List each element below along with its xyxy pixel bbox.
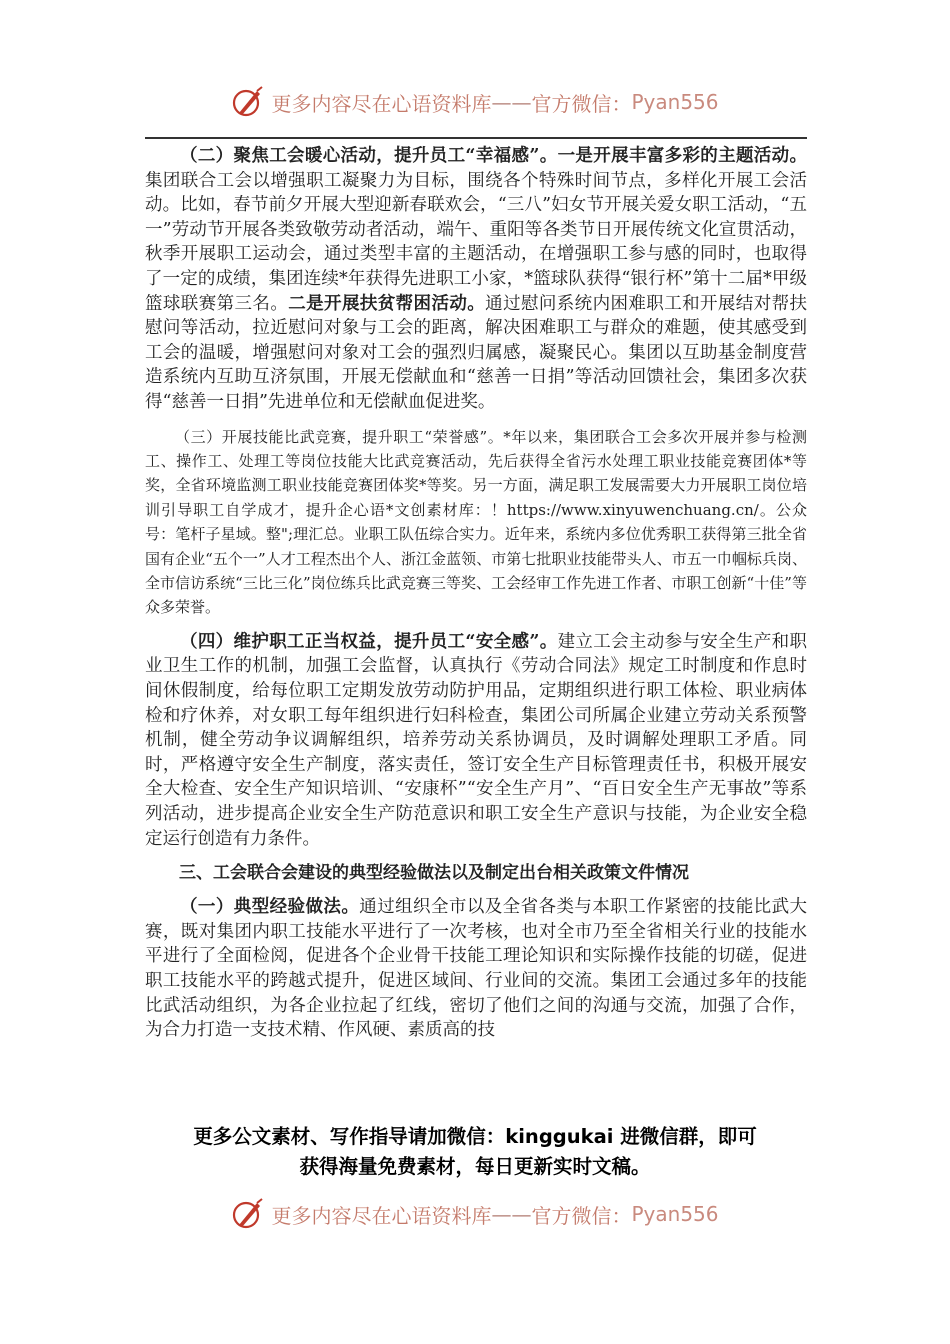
- quill-logo-icon: [231, 85, 265, 119]
- banner-wechat-label: 官方微信：: [531, 1203, 632, 1228]
- promo-line-1: 更多公文素材、写作指导请加微信：kinggukai 进微信群，即可: [193, 1125, 757, 1148]
- paragraph-skills-competition: （三）开展技能比武竞赛，提升职工“荣誉感”。*年以来，集团联合工会多次开展并参与检测工、操作工、处理工等岗位技能大比武竞赛活动，先后获得全省污水处理工职业技能竞赛团体*等奖，全省环境监测工职业技能竞赛团体奖*等奖。另一方面，满足职工发展需要大力开展职工岗位培训引导职工自学成才，提升企心语*文创素材库：！https://www.xinyuwenchuang.cn/。公众号：笔杆子星域。整";理汇总。业职工队伍综合实力。近年来，系统内多位优秀职工获得第三批全省国有企业“五个一”人才工程杰出个人、浙江金蓝领、市第七批职业技能带头人、市五一巾帼标兵岗、全市信访系统“三比三化”岗位练兵比武竞赛三等奖、工会经审工作先进工作者、市职工创新“十佳”等众多荣誉。: [145, 427, 807, 617]
- paragraph-typical-experience: [145, 895, 807, 1043]
- banner-separator: ——: [491, 90, 532, 114]
- paragraph-lead-bold: （一）典型经验做法。: [180, 897, 360, 918]
- header-rule: [145, 137, 807, 139]
- paragraph-lead-bold: （二）聚焦工会暖心活动，提升员工“幸福感”。一是开展丰富多彩的主题活动。: [180, 146, 807, 166]
- paragraph-lead-bold: 二是开展扶贫帮困活动。: [288, 293, 486, 314]
- quill-logo-icon: [231, 1197, 265, 1231]
- section-heading: 三、工会联合会建设的典型经验做法以及制定出台相关政策文件情况: [179, 863, 689, 884]
- paragraph-worker-rights: [145, 630, 807, 851]
- paragraph-text: 通过慰问系统内困难职工和开展结对帮扶慰问等活动，拉近慰问对象与工会的距离，解决困难职工与群众的难题，使其感受到工会的温暖，增强慰问对象对工会的强烈归属感，凝聚民心。集团以互助基金制度营造系统内互助互济氛围，开展无偿献血和“慈善一日捐”等活动回馈社会，集团多次获得“慈善一日捐”先进单位和无偿献血促进奖。: [145, 293, 808, 412]
- banner-site-name: 更多内容尽在心语资料库: [271, 1203, 492, 1228]
- promo-line-2: 获得海量免费素材，每日更新实时文稿。: [299, 1155, 651, 1178]
- paragraph-text: 通过组织全市以及全省各类与本职工作紧密的技能比武大赛，既对集团内职工技能水平进行了一次考核，也对全市乃至全省相关行业的技能水平进行了全面检阅，促进各个企业骨干技能工理论知识和实际操作技能的切磋，促进职工技能水平的跨越式提升，促进区域间、行业间的交流。集团工会通过多年的技能比武活动组织，为各企业拉起了红线，密切了他们之间的沟通与交流，加强了合作，为合力打造一支技术精、作风硬、素质高的技: [145, 897, 807, 1041]
- footer-watermark-banner: [0, 1192, 950, 1236]
- header-watermark-banner: [0, 80, 950, 124]
- paragraph-text: 集团联合工会以增强职工凝聚力为目标，围绕各个特殊时间节点，多样化开展工会活动。比如，春节前夕开展大型迎新春联欢会，“三八”妇女节开展关爱女职工活动，“五一”劳动节开展各类致敬劳动者活动，端午、重阳等各类节日开展传统文化宣贯活动，秋季开展职工运动会，通过类型丰富的主题活动，在增强职工参与感的同时，也取得了一定的成绩，集团连续*年获得先进职工小家，*篮球队获得“银行杯”第十二届*甲级篮球联赛第三名。: [145, 170, 807, 314]
- banner-wechat-id: Pyan556: [631, 1202, 719, 1226]
- promo-notice: [120, 1122, 830, 1182]
- banner-wechat-id: Pyan556: [631, 90, 719, 114]
- paragraph-text: 建立工会主动参与安全生产和职业卫生工作的机制，加强工会监督，认真执行《劳动合同法》规定工时制度和作息时间休假制度，给每位职工定期发放劳动防护用品，定期组织进行职工体检、职业病体检和疗休养，对女职工每年组织进行妇科检查，集团公司所属企业建立劳动关系预警机制，健全劳动争议调解组织，培养劳动关系协调员，及时调解处理职工矛盾。同时，严格遵守安全生产制度，落实责任，签订安全生产目标管理责任书，积极开展安全大检查、安全生产知识培训、“安康杯”“安全生产月”、“百日安全生产无事故”等系列活动，进步提高企业安全生产防范意识和职工安全生产意识与技能，为企业安全稳定运行创造有力条件。: [145, 631, 807, 849]
- banner-wechat-label: 官方微信：: [531, 91, 632, 116]
- paragraph-lead-bold: （四）维护职工正当权益，提升员工“安全感”。: [180, 631, 558, 652]
- banner-site-name: 更多内容尽在心语资料库: [271, 91, 492, 116]
- document-body: [145, 144, 807, 1043]
- paragraph-warmth-activities: [145, 144, 807, 415]
- banner-separator: ——: [491, 1202, 532, 1226]
